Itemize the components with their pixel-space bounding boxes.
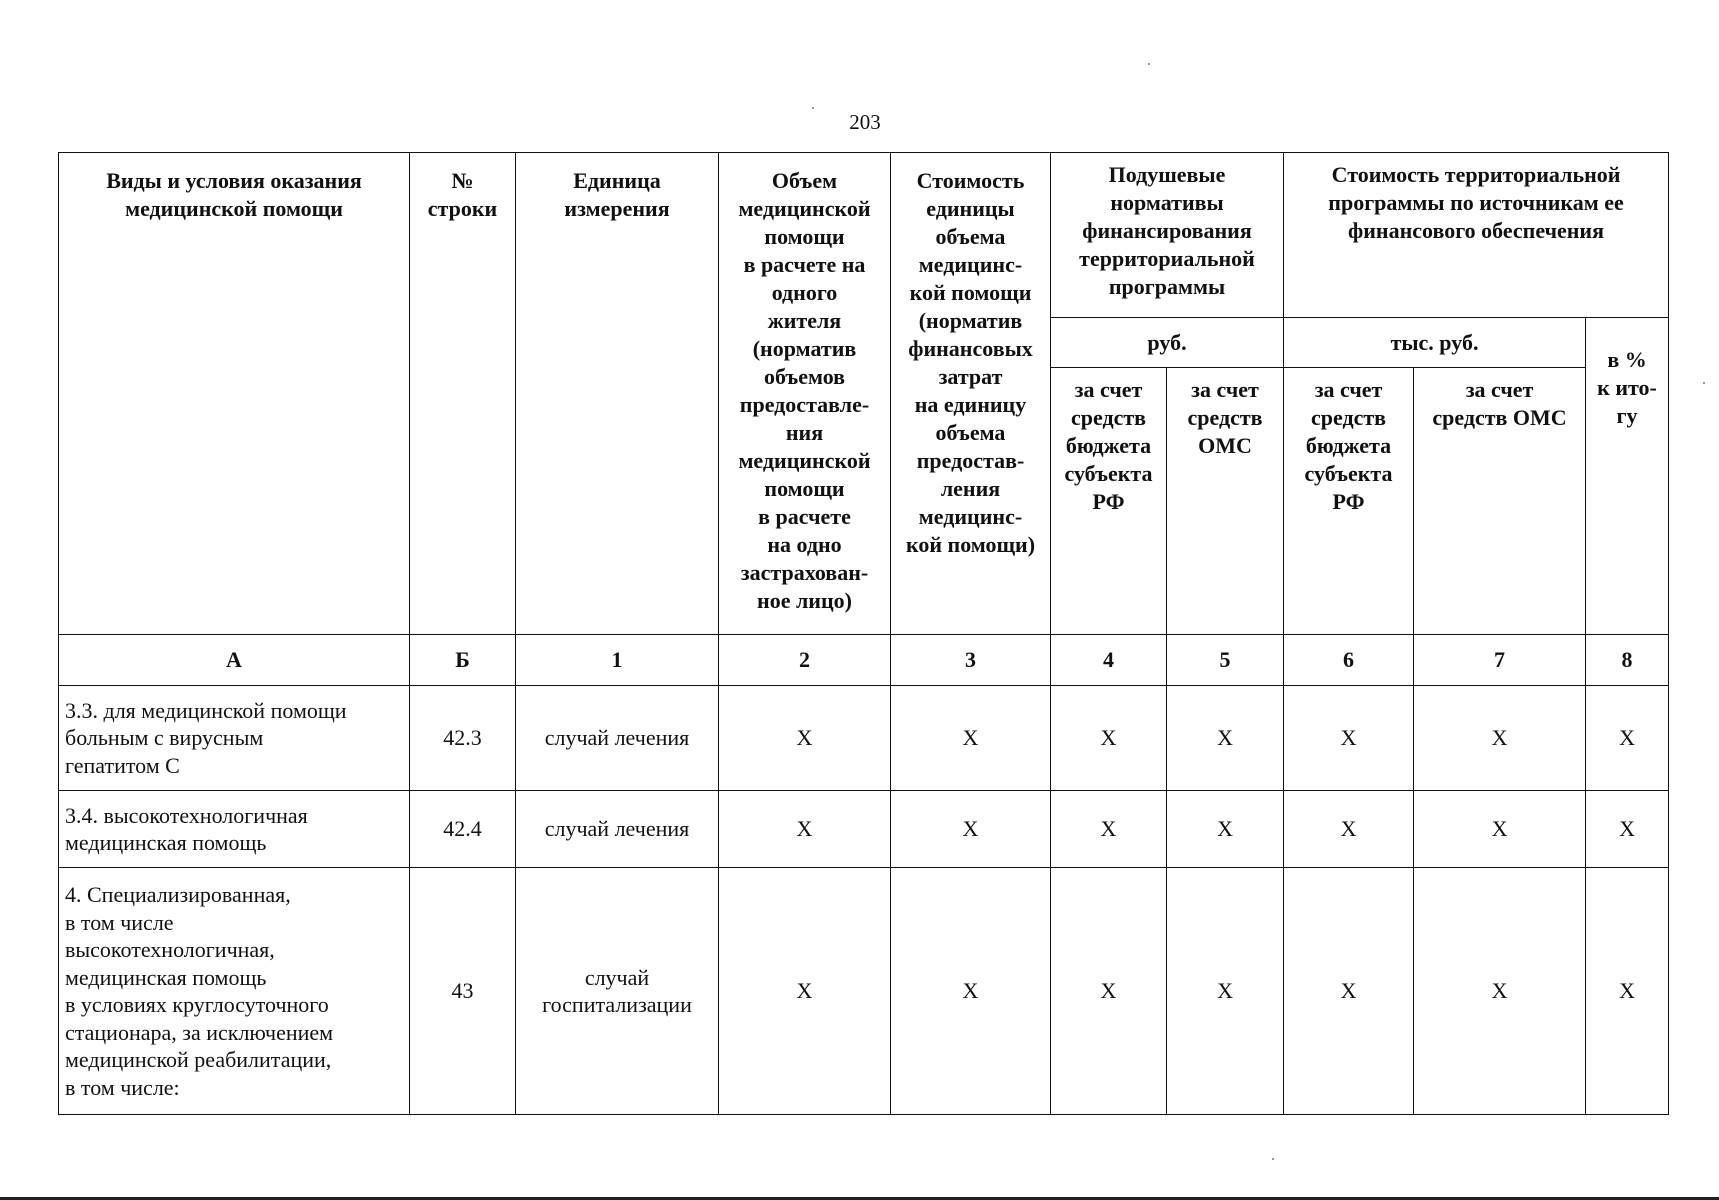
header-col-a: Виды и условия оказания медицинской помощи	[59, 153, 410, 635]
column-number: 1	[516, 635, 719, 686]
row-value: Х	[1284, 791, 1414, 868]
column-number: Б	[410, 635, 516, 686]
row-unit: случай госпитализации	[516, 868, 719, 1115]
table-row	[59, 791, 1669, 868]
row-value: Х	[1414, 868, 1586, 1115]
header-group-per-capita: Подушевые нормативы финансирования территориальной программы	[1051, 153, 1284, 318]
row-value: Х	[891, 686, 1051, 791]
row-name: 3.4. высокотехнологичная медицинская помощь	[59, 791, 410, 868]
column-number: 6	[1284, 635, 1414, 686]
row-value: Х	[1414, 686, 1586, 791]
row-value: Х	[891, 791, 1051, 868]
scan-speck	[1272, 1158, 1274, 1160]
row-value: Х	[891, 868, 1051, 1115]
column-number: 4	[1051, 635, 1167, 686]
table-row	[59, 868, 1669, 1115]
row-name: 4. Специализированная, в том числе высокотехнологичная, медицинская помощь в условиях круглосуточного стационара, за исключением медицинской реабилитации, в том числе:	[59, 868, 410, 1115]
row-value: Х	[1167, 791, 1284, 868]
header-col-b: № строки	[410, 153, 516, 635]
row-value: Х	[1051, 686, 1167, 791]
column-number: 7	[1414, 635, 1586, 686]
row-value: Х	[1051, 791, 1167, 868]
scan-speck	[812, 107, 814, 109]
header-row-1	[59, 153, 1669, 318]
row-unit: случай лечения	[516, 686, 719, 791]
header-col-4: за счет средств бюджета субъекта РФ	[1051, 368, 1167, 635]
row-value: Х	[1167, 868, 1284, 1115]
header-col-6: за счет средств бюджета субъекта РФ	[1284, 368, 1414, 635]
header-col-5: за счет средств ОМС	[1167, 368, 1284, 635]
row-value: Х	[1284, 868, 1414, 1115]
row-value: Х	[719, 686, 891, 791]
row-value: Х	[1414, 791, 1586, 868]
row-value: Х	[719, 791, 891, 868]
column-number: 8	[1586, 635, 1669, 686]
column-number: 5	[1167, 635, 1284, 686]
row-value: Х	[1586, 686, 1669, 791]
row-name: 3.3. для медицинской помощи больным с вирусным гепатитом С	[59, 686, 410, 791]
row-value: Х	[1284, 686, 1414, 791]
header-unit-rub: руб.	[1051, 318, 1284, 368]
table-row	[59, 686, 1669, 791]
row-unit: случай лечения	[516, 791, 719, 868]
row-value: Х	[1586, 868, 1669, 1115]
territorial-program-table	[58, 152, 1669, 1115]
column-number: 3	[891, 635, 1051, 686]
header-col-8: в % к ито- гу	[1586, 318, 1669, 635]
header-unit-thous-rub: тыс. руб.	[1284, 318, 1586, 368]
header-col-7: за счет средств ОМС	[1414, 368, 1586, 635]
row-value: Х	[1167, 686, 1284, 791]
header-col-3: Стоимость единицы объема медицинс- кой помощи (норматив финансовых затрат на единицу объема предостав- ления медицинс- кой помощи)	[891, 153, 1051, 635]
row-value: Х	[719, 868, 891, 1115]
column-number: 2	[719, 635, 891, 686]
column-numbers-row	[59, 635, 1669, 686]
row-value: Х	[1586, 791, 1669, 868]
scan-speck	[1148, 63, 1150, 65]
row-value: Х	[1051, 868, 1167, 1115]
row-line-number: 43	[410, 868, 516, 1115]
header-group-cost: Стоимость территориальной программы по источникам ее финансового обеспечения	[1284, 153, 1669, 318]
column-number: А	[59, 635, 410, 686]
row-line-number: 42.4	[410, 791, 516, 868]
scan-speck	[1703, 382, 1705, 384]
header-col-1: Единица измерения	[516, 153, 719, 635]
header-col-2: Объем медицинской помощи в расчете на одного жителя (норматив объемов предоставле- ния медицинской помощи в расчете на одно застрахован- ное лицо)	[719, 153, 891, 635]
page-number: 203	[849, 110, 881, 134]
row-line-number: 42.3	[410, 686, 516, 791]
